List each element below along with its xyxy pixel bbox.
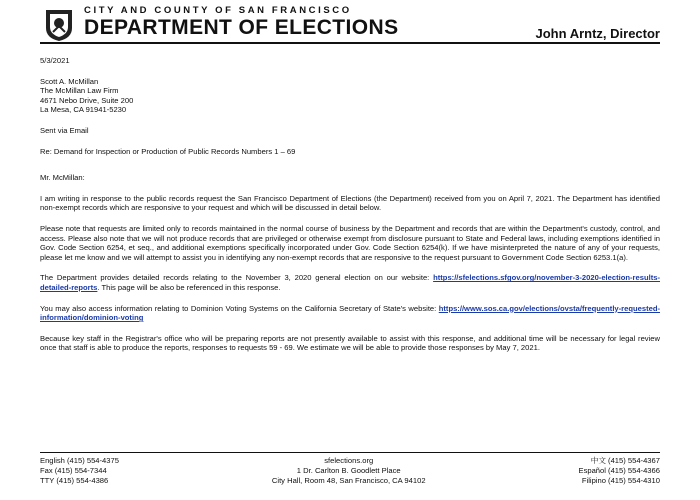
paragraph-3-text: The Department provides detailed records relating to the November 3, 2020 general election on our website:	[40, 273, 434, 283]
letter-date: 5/3/2021	[40, 56, 70, 65]
recipient-address	[40, 77, 660, 115]
footer-line: 1 Dr. Carlton B. Goodlett Place	[296, 466, 401, 475]
footer-line: Filipino (415) 554-4310	[581, 476, 660, 485]
letter-body	[40, 56, 660, 364]
footer-line: Fax (415) 554-7344	[40, 466, 107, 475]
city-seal-logo	[44, 8, 74, 42]
footer-divider	[40, 452, 660, 453]
paragraph-5: Because key staff in the Registrar's office who will be preparing reports are not presently available to assist with this response, and additional time will be necessary for legal review once that staff is able to produce the reports, responses to requests 59 - 69. We estimate we will be able to provide those responses by May 7, 2021.	[40, 333, 660, 353]
recipient-line: La Mesa, CA 91941-5230	[40, 105, 127, 115]
footer-line: Español (415) 554-4366	[578, 466, 660, 475]
paragraph-4	[40, 304, 660, 323]
footer-website[interactable]: sfelections.org	[324, 456, 374, 465]
footer-line: City Hall, Room 48, San Francisco, CA 94102	[271, 476, 426, 485]
recipient-line: Scott A. McMillan	[40, 76, 99, 86]
agency-department-name: DEPARTMENT OF ELECTIONS	[84, 16, 399, 39]
header-divider	[40, 42, 660, 44]
recipient-line: The McMillan Law Firm	[40, 86, 119, 96]
delivery-method: Sent via Email	[40, 125, 89, 135]
paragraph-1: I am writing in response to the public records request the San Francisco Department of Elections (the Department) received from you on April 7, 2021. The Department has identified non-exempt records which are responsive to your request and which will be discussed in detail below.	[40, 193, 660, 213]
letterhead-footer	[40, 456, 660, 486]
footer-line: 中文 (415) 554-4367	[590, 456, 660, 465]
footer-line: TTY (415) 554-4386	[40, 476, 109, 485]
paragraph-2: Please note that requests are limited only to records maintained in the normal course of business by the Department and records that are within the Department's custody, control, and access. Please also note that we will not produce records that are privileged or otherwise exempt from disclosure pursuant to State and Federal laws, including exemptions identified in Gov. Code Section 6254, et seq., and additional exemptions specifically incorporated under Gov. Code Section 6254(k). If we have misinterpreted the nature of any of your requests, please let me know and we will attempt to assist you in identifying any non-exempt records that are responsive to the request pursuant to Government Code Section 6253.1(a).	[40, 223, 660, 262]
dominion-voting-link[interactable]: https://www.sos.ca.gov/elections/ovsta/frequently-requested-information/dominion-voting	[40, 303, 660, 323]
recipient-line: 4671 Nebo Drive, Suite 200	[40, 95, 134, 105]
salutation: Mr. McMillan:	[40, 173, 85, 183]
footer-phone-english	[40, 456, 119, 486]
paragraph-3	[40, 273, 660, 292]
director-name: John Arntz, Director	[535, 26, 660, 41]
paragraph-4-text: You may also access information relating to Dominion Voting Systems on the California Secretary of State's website:	[40, 303, 439, 313]
detailed-reports-link[interactable]: https://sfelections.sfgov.org/november-3-2020-election-results-detailed-reports	[40, 273, 660, 292]
agency-city-name: CITY AND COUNTY OF SAN FRANCISCO	[84, 5, 352, 16]
footer-address	[272, 456, 426, 486]
paragraph-3-tail: . This page will be also be referenced in this response.	[97, 282, 281, 292]
footer-phone-languages	[579, 456, 660, 486]
footer-line: English (415) 554-4375	[40, 456, 119, 465]
letter-subject: Re: Demand for Inspection or Production of Public Records Numbers 1 – 69	[40, 146, 296, 156]
